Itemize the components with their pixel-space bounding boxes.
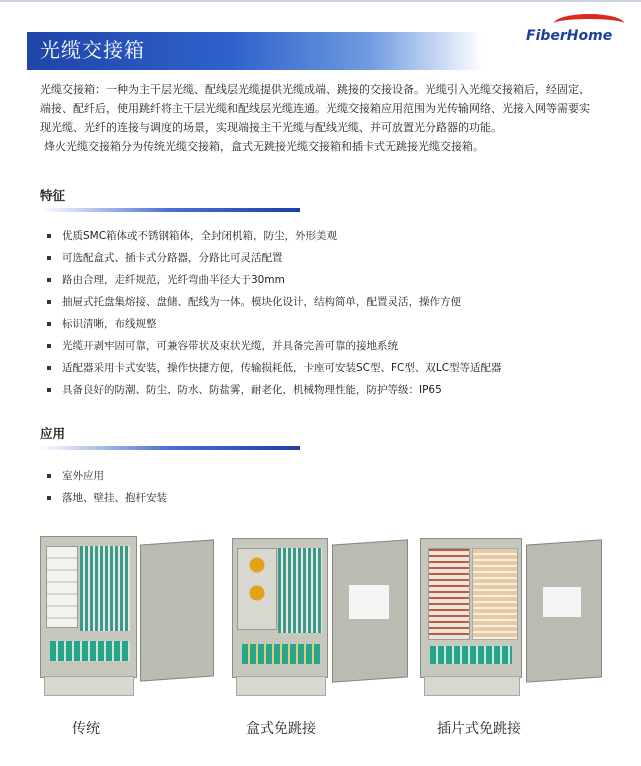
list-item: 标识清晰，布线规整: [44, 313, 502, 335]
caption-card-type: 插片式免跳接: [437, 721, 521, 737]
list-item: 室外应用: [44, 465, 167, 487]
list-item: 光缆开剥牢固可靠，可兼容带状及束状光缆，并具备完善可靠的接地系统: [44, 335, 502, 357]
list-item: 路由合理，走纤规范，光纤弯曲半径大于30mm: [44, 269, 502, 291]
list-item: 优质SMC箱体或不锈钢箱体，全封闭机箱，防尘，外形美观: [44, 225, 502, 247]
intro-paragraph-2: 烽火光缆交接箱分为传统光缆交接箱，盒式无跳接光缆交接箱和插卡式无跳接光缆交接箱。: [44, 140, 484, 153]
list-item: 可选配盒式、插卡式分路器，分路比可灵活配置: [44, 247, 502, 269]
logo-text: FiberHome: [526, 28, 613, 44]
caption-traditional: 传统: [72, 721, 100, 737]
product-photo-box-type: [232, 536, 412, 696]
list-item: 落地、壁挂、抱杆安装: [44, 487, 167, 509]
features-heading: 特征: [40, 188, 66, 203]
applications-heading-bar: [40, 446, 300, 450]
features-heading-bar: [40, 208, 300, 212]
applications-heading: 应用: [40, 426, 66, 441]
caption-box-type: 盒式免跳接: [246, 721, 316, 737]
list-item: 具备良好的防潮、防尘、防水、防盐雾，耐老化，机械物理性能，防护等级：IP65: [44, 379, 502, 401]
features-list: [44, 225, 502, 401]
list-item: 抽屉式托盘集熔接、盘储、配线为一体。模块化设计，结构简单，配置灵活，操作方便: [44, 291, 502, 313]
page-title: 光缆交接箱: [40, 38, 145, 62]
intro-paragraph-1: 光缆交接箱：一种为主干层光缆、配线层光缆提供光缆成端、跳接的交接设备。光缆引入光缆交接箱后，经固定、端接、配纤后，使用跳纤将主干层光缆和配线层光缆连通。光缆交接箱应用范围为光传输网络、光接入网等需要实现光缆、光纤的连接与调度的场景，实现端接主干光缆与配线光缆、并可放置光分路器的功能。: [40, 83, 590, 134]
list-item: 适配器采用卡式安装，操作快捷方便，传输损耗低，卡座可安装SC型、FC型、双LC型等适配器: [44, 357, 502, 379]
intro-text: [40, 80, 600, 156]
top-rule: [0, 0, 641, 2]
product-photo-card-type: [420, 536, 610, 696]
fiberhome-logo: [516, 10, 626, 52]
product-photo-traditional: [40, 536, 225, 696]
applications-list: [44, 465, 167, 509]
